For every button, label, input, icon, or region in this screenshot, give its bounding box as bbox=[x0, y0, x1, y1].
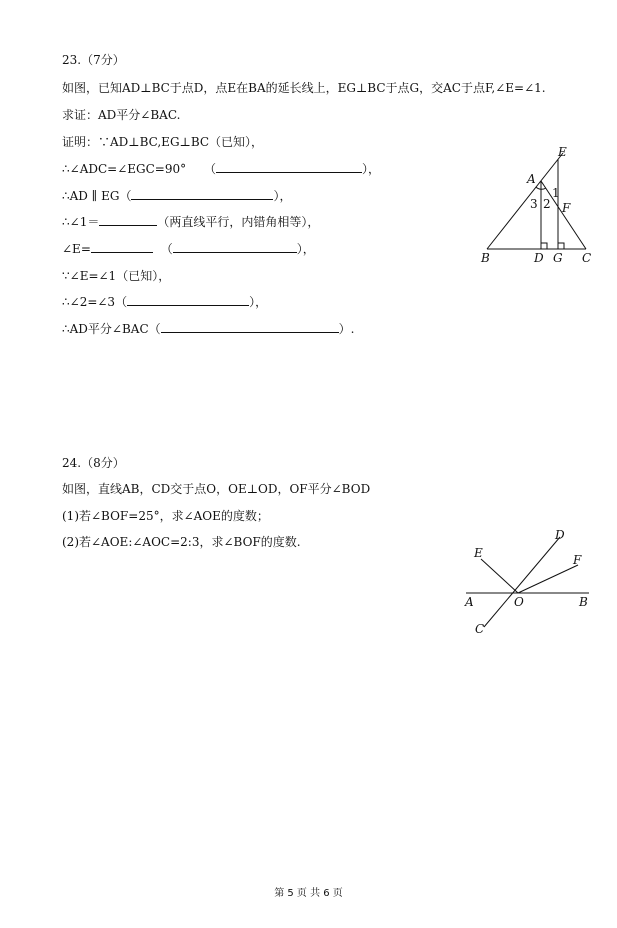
q24-label-b: B bbox=[579, 595, 588, 609]
q23-label-c: C bbox=[582, 251, 592, 265]
q23-proof-start: 证明：∵AD⊥BC,EG⊥BC（已知）， bbox=[62, 135, 264, 149]
q24-line-oe bbox=[481, 559, 518, 593]
q23-intro: 如图，已知AD⊥BC于点D，点E在BA的延长线上，EG⊥BC于点G，交AC于点F,∠E=∠1. bbox=[62, 81, 546, 95]
q23-step-6-text: ∴∠2=∠3（ bbox=[62, 295, 128, 309]
q24-line-cd bbox=[484, 537, 560, 627]
q24-line-of bbox=[518, 565, 578, 593]
q23-step-3-reason: （两直线平行，内错角相等）， bbox=[157, 215, 320, 229]
q23-step-1-close: ）， bbox=[361, 162, 380, 176]
q23-step-2-text: ∴AD ∥ EG（ bbox=[62, 189, 132, 203]
q23-label-a: A bbox=[527, 172, 536, 186]
q23-label-3: 3 bbox=[530, 197, 538, 211]
q23-step-7-text: ∴AD平分∠BAC（ bbox=[62, 322, 161, 336]
q24-part-1: (1)若∠BOF=25°，求∠AOE的度数； bbox=[62, 509, 269, 523]
q23-step-3-text: ∴∠1＝ bbox=[62, 215, 100, 229]
q24-label-c: C bbox=[475, 622, 485, 636]
q23-step-4-close: ）， bbox=[296, 242, 315, 256]
q23-step-1-open: （ bbox=[203, 162, 216, 176]
q24-label-o: O bbox=[514, 595, 524, 609]
q23-label-e: E bbox=[558, 145, 567, 159]
q24-header: 24.（8分） bbox=[62, 456, 125, 470]
page-footer: 第 5 页 共 6 页 bbox=[274, 888, 343, 899]
q23-step-4-open: （ bbox=[160, 242, 173, 256]
q23-label-2: 2 bbox=[543, 197, 551, 211]
q23-step-1-text: ∴∠ADC=∠EGC=90° bbox=[62, 162, 187, 176]
q23-label-d: D bbox=[534, 251, 544, 265]
q23-label-f: F bbox=[562, 201, 571, 215]
q23-step-6-close: ）， bbox=[249, 295, 268, 309]
q24-part-2: (2)若∠AOE:∠AOC=2:3，求∠BOF的度数. bbox=[62, 535, 301, 549]
q23-label-g: G bbox=[553, 251, 563, 265]
q23-step-7-close: ）. bbox=[338, 322, 355, 336]
q24-label-a: A bbox=[465, 595, 474, 609]
q23-step-2-close: ）， bbox=[273, 189, 292, 203]
q23-label-1: 1 bbox=[552, 186, 560, 200]
q23-step-5: ∵∠E=∠1（已知）， bbox=[62, 269, 171, 283]
q23-header: 23.（7分） bbox=[62, 53, 125, 67]
q23-step-4-text: ∠E= bbox=[62, 242, 91, 256]
q24-label-f: F bbox=[573, 553, 582, 567]
q23-label-b: B bbox=[481, 251, 490, 265]
q24-intro: 如图，直线AB，CD交于点O，OE⊥OD，OF平分∠BOD bbox=[62, 482, 371, 496]
q24-label-d: D bbox=[555, 528, 565, 542]
q24-label-e: E bbox=[474, 546, 483, 560]
q23-prove: 求证：AD平分∠BAC. bbox=[62, 108, 181, 122]
